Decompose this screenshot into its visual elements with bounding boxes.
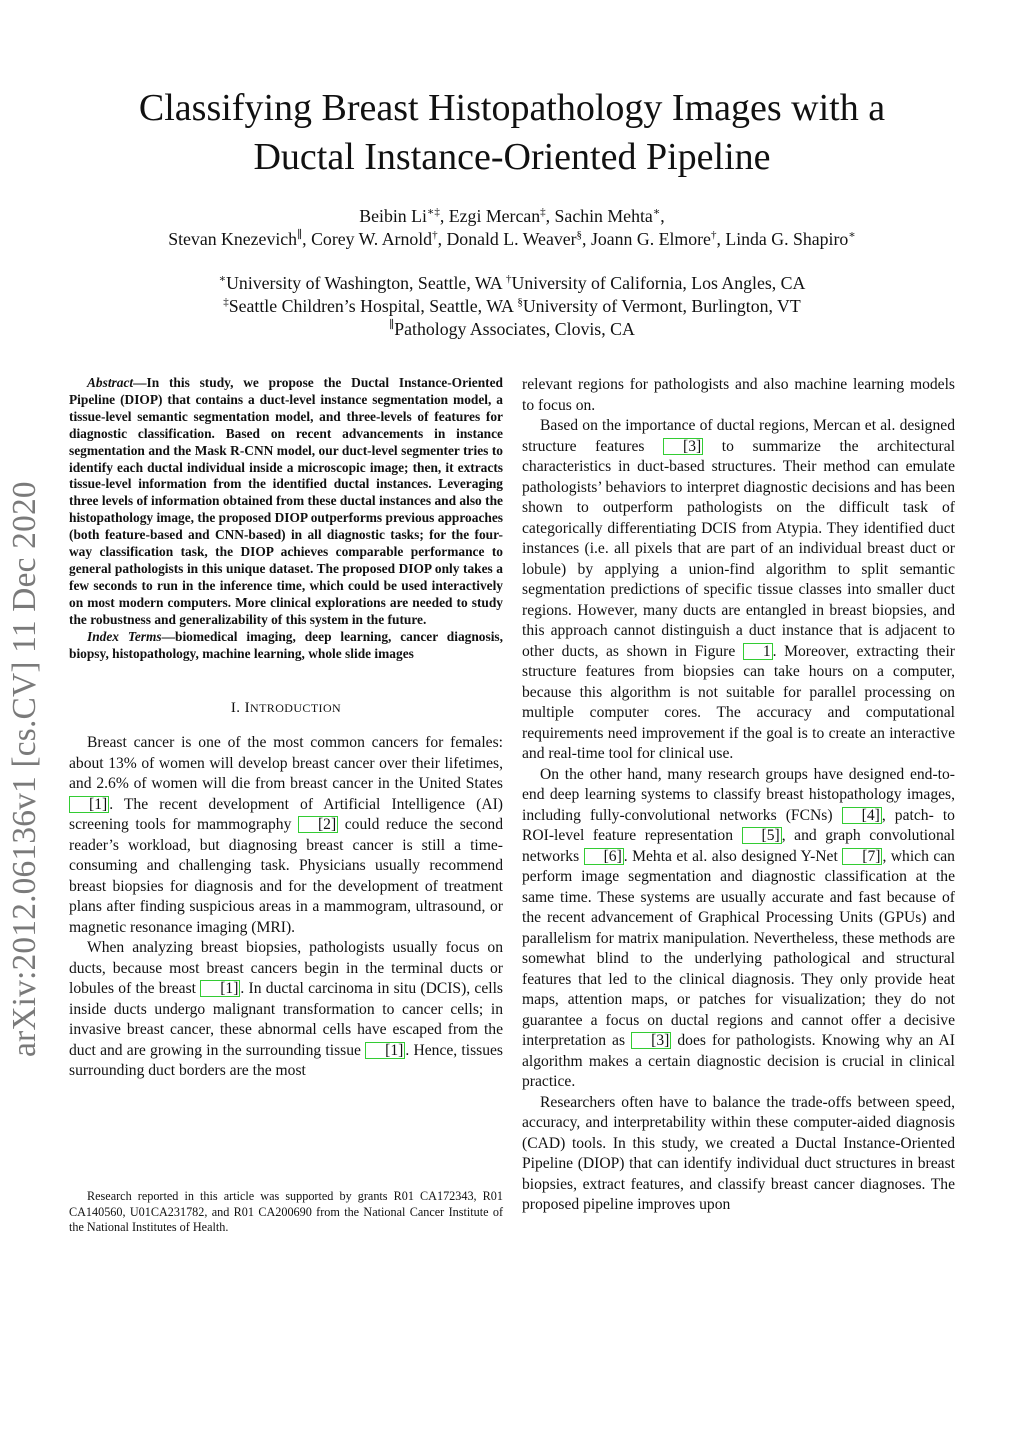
intro-paragraph-5: Researchers often have to balance the trade-offs between speed, accuracy, and interpretability within these computer-aided diagnosis (CAD) tools. In this study, we created a Ductal Instance-Oriented Pipeline (DIOP) that can identify individual duct structures in breast biopsies, extract features, and classify breast cancer diagnoses. The proposed pipeline improves upon (522, 1093, 955, 1213)
text-run: . Moreover, extracting their structure features from biopsies can take hours on a computer, because this algorithm is not suitable for parallel processing on multiple computer cores. The accuracy and computational requirements need improvement if the goal is to create an interactive and real-time tool for clinical use. (522, 642, 955, 762)
author-affil-mark: § (576, 229, 583, 242)
text-run: Breast cancer is one of the most common cancers for females: about 13% of women will develop breast cancer over their lifetimes, and 2.6% of women will die from breast cancer in the United States (69, 734, 503, 793)
figure-link[interactable]: 1 (743, 643, 773, 660)
abstract-label: Abstract (87, 375, 134, 390)
affil-mark: ∗ (218, 273, 227, 286)
citation-link[interactable]: [2] (298, 816, 338, 833)
author-name: Donald L. Weaver (446, 229, 577, 249)
right-column (522, 375, 955, 1216)
title-line-1: Classifying Breast Histopathology Images with a (138, 87, 886, 129)
affil-mark: ∥ (389, 319, 395, 332)
intro-paragraph-4 (522, 765, 955, 1093)
section-title-initial: I (244, 700, 251, 717)
citation-link[interactable]: [1] (200, 980, 240, 997)
funding-footnote: Research reported in this article was supported by grants R01 CA172343, R01 CA140560, U01CA231782, and R01 CA200690 from the National Cancer Institute of the National Institutes of Health. (69, 1189, 503, 1235)
text-run: does for pathologists. Knowing why an AI algorithm makes a certain diagnostic decision is crucial in clinical practice. (522, 1032, 955, 1090)
affiliation: University of Washington, Seattle, WA (226, 273, 502, 293)
intro-paragraph-2 (69, 938, 503, 1082)
intro-paragraph-3 (522, 416, 955, 765)
author-name: Beibin Li (359, 206, 427, 226)
author-name: Linda G. Shapiro (725, 229, 849, 249)
text-run: to summarize the architectural characteristics in duct-based structures. Their method can emulate pathologists’ behaviors to interpret diagnostic decisions and has been shown to outperform pathologists on the difficult task of categorically differentiating DCIS from Atypia. They identified duct instances (i.e. all pixels that are part of an individual breast duct or lobule) by applying a union-find algorithm to split semantic segmentation predictions of specific tissue classes into smaller duct regions. However, many ducts are entangled in breast biopsies, and this approach cannot distinguish a duct instance that is adjacent to other ducts, as shown in Figure (522, 437, 956, 660)
index-terms-text: —biomedical imaging, deep learning, cancer diagnosis, biopsy, histopathology, machine learning, whole slide images (69, 628, 503, 661)
citation-link[interactable]: [5] (742, 827, 782, 844)
author-name: Sachin Mehta (554, 206, 653, 226)
text-run: . Hence, tissues surrounding duct borders are the most (69, 1041, 503, 1080)
abstract (69, 375, 503, 629)
index-terms (69, 629, 503, 663)
title-line-2: Ductal Instance-Oriented Pipeline (253, 136, 771, 178)
author-name: Stevan Knezevich (168, 229, 298, 249)
text-run: . Mehta et al. also designed Y-Net (623, 847, 843, 865)
intro-paragraph-continued: relevant regions for pathologists and also machine learning models to focus on. (522, 376, 955, 414)
text-run: Based on the importance of ductal regions, Mercan et al. designed structure features (522, 417, 955, 455)
author-name: Ezgi Mercan (448, 206, 541, 226)
author-affil-mark: ∗ (652, 206, 661, 219)
author-affil-mark: ‡ (540, 206, 546, 219)
author-affil-mark: † (432, 229, 438, 242)
intro-paragraph-1 (69, 733, 503, 938)
text-run: . In ductal carcinoma in situ (DCIS), cells inside ducts undergo malignant transformation to cancer cells; in invasive breast cancer, these abnormal cells have escaped from the duct and are growing in the surrounding tissue (69, 980, 503, 1059)
text-run: , and graph convolutional networks (522, 827, 955, 865)
affiliation: Pathology Associates, Clovis, CA (394, 319, 635, 339)
author-name: Corey W. Arnold (311, 229, 433, 249)
affiliation: University of Vermont, Burlington, VT (522, 296, 801, 316)
citation-link[interactable]: [4] (842, 807, 882, 824)
affiliation: Seattle Children’s Hospital, Seattle, WA (228, 296, 513, 316)
section-title-rest: NTRODUCTION (250, 701, 342, 716)
affiliation-list (60, 272, 964, 341)
affiliation: University of California, Los Angles, CA (511, 273, 806, 293)
author-affil-mark: ∗‡ (426, 206, 440, 219)
section-heading-introduction (69, 700, 503, 717)
arxiv-identifier: arXiv:2012.06136v1 [cs.CV] 11 Dec 2020 (6, 481, 43, 1057)
author-list: Beibin Li∗‡, Ezgi Mercan‡, Sachin Mehta∗, Stevan Knezevich∥, Corey W. Arnold†, Donald L. Weaver§, Joann G. Elmore†, Linda G. Shapiro∗ (168, 206, 856, 249)
text-run: . The recent development of Artificial Intelligence (AI) screening tools for mammography (69, 795, 503, 834)
text-run: When analyzing breast biopsies, pathologists usually focus on ducts, because most breast cancers begin in the terminal ducts or lobules of the breast (69, 939, 503, 998)
section-numeral: I. (230, 700, 245, 717)
citation-link[interactable]: [3] (663, 438, 703, 455)
paper-title (60, 84, 964, 182)
citation-link[interactable]: [3] (631, 1032, 671, 1049)
author-affil-mark: † (710, 229, 717, 242)
affil-mark: ‡ (223, 296, 229, 309)
citation-link[interactable]: [7] (842, 848, 882, 865)
abstract-text: —In this study, we propose the Ductal Instance-Oriented Pipeline (DIOP) that contains a duct-level instance segmentation model, a tissue-level semantic segmentation model, and three-levels of features for diagnostic classification. Based on recent advancements in instance segmentation and the Mask R-CNN model, our duct-level segmenter tries to identify each ductal individual inside a microscopic image; then, it extracts tissue-level information from the identified ductal instances. Leveraging three levels of information obtained from these ductal instances and also the histopathology image, the proposed DIOP outperforms previous approaches (both feature-based and CNN-based) in all diagnostic tasks; for the four-way classification task, the DIOP achieves comparable performance to general pathologists in this unique dataset. The proposed DIOP only takes a few seconds to run in the inference time, which could be used interactively on most modern computers. More clinical explorations are needed to study the robustness and generalizability of this system in the future. (69, 375, 503, 627)
citation-link[interactable]: [6] (584, 848, 624, 865)
citation-link[interactable]: [1] (365, 1042, 405, 1059)
left-column (69, 375, 503, 1082)
text-run: could reduce the second reader’s workload, but diagnosing breast cancer is still a time-consuming and challenging task. Physicians usually recommend breast biopsies for diagnosis and for the development of treatment plans after finding suspicious areas in a mammogram, ultrasound, or magnetic resonance imaging (MRI). (69, 816, 503, 936)
author-name: Joann G. Elmore (590, 229, 711, 249)
author-affil-mark: ∥ (297, 229, 303, 242)
index-terms-label: Index Terms (87, 628, 162, 644)
affil-mark: † (506, 273, 512, 286)
affil-mark: § (517, 296, 523, 309)
author-affil-mark: ∗ (848, 229, 856, 242)
text-run: , which can perform image segmentation and diagnostic classification at the same time. These systems are usually accurate and fast because of the recent advancement of Graphical Processing Units (GPUs) and parallelism for matrix manipulation. Nevertheless, these methods are somewhat blind to the underlying pathological and structural features that led to the clinical diagnosis. They only provide heat maps, attention maps, or patches for visualization; they do not guarantee a focus on ductal regions and cannot offer a decisive interpretation as (522, 847, 955, 1049)
text-run: On the other hand, many research groups have designed end-to-end deep learning systems to classify breast histopathology images, including fully-convolutional networks (FCNs) (522, 765, 955, 824)
citation-link[interactable]: [1] (69, 796, 109, 813)
text-run: , patch- to ROI-level feature representation (522, 806, 955, 844)
